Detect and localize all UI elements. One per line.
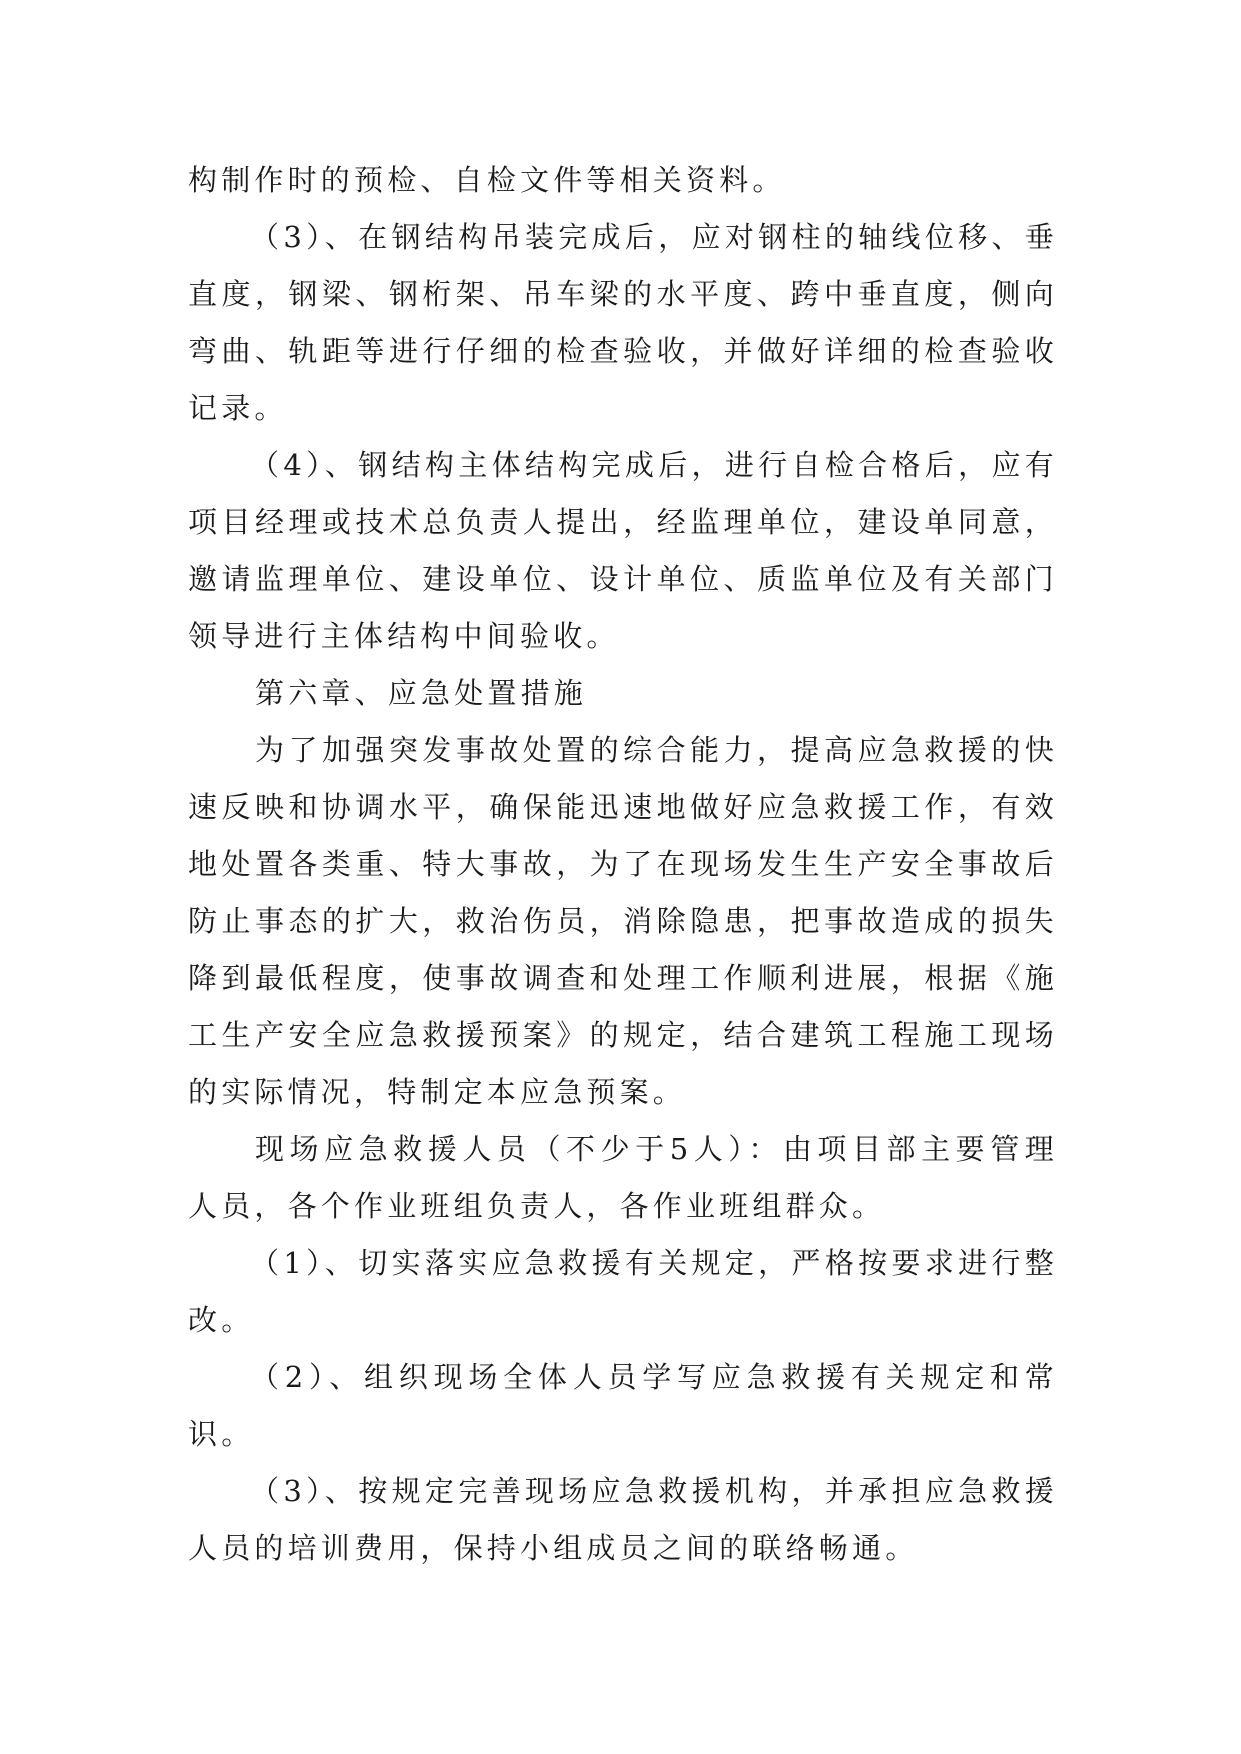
paragraph-emergency-purpose: 为了加强突发事故处置的综合能力，提高应急救援的快速反映和协调水平，确保能迅速地做好应急救援工作，有效地处置各类重、特大事故，为了在现场发生生产安全事故后防止事态的扩大，救治伤员，消除隐患，把事故造成的损失降到最低程度，使事故调查和处理工作顺利进展，根据《施工生产安全应急救援预案》的规定，结合建筑工程施工现场的实际情况，特制定本应急预案。 [188,733,1058,1109]
paragraph-item-3-rescue-organization: （3）、按规定完善现场应急救援机构，并承担应急救援人员的培训费用，保持小组成员之间的联络畅通。 [188,1474,1058,1565]
chapter-heading: 第六章、应急处置措施 [255,676,588,710]
paragraph-item-2-organize-training: （2）、组织现场全体人员学写应急救援有关规定和常识。 [188,1360,1058,1451]
paragraph-item-4-main-structure-acceptance: （4）、钢结构主体结构完成后，进行自检合格后，应有项目经理或技术总负责人提出，经监理单位，建设单同意，邀请监理单位、建设单位、设计单位、质监单位及有关部门领导进行主体结构中间验收。 [188,448,1058,653]
paragraph-continuation: 构制作时的预检、自检文件等相关资料。 [188,163,786,197]
paragraph-item-3-steel-inspection: （3）、在钢结构吊装完成后，应对钢柱的轴线位移、垂直度，钢梁、钢桁架、吊车梁的水平度、跨中垂直度，侧向弯曲、轨距等进行仔细的检查验收，并做好详细的检查验收记录。 [188,220,1058,425]
document-body [188,152,1058,1577]
paragraph-rescue-personnel: 现场应急救援人员（不少于5人）：由项目部主要管理人员，各个作业班组负责人，各作业班组群众。 [188,1132,1058,1223]
paragraph-item-1-implement-rules: （1）、切实落实应急救援有关规定，严格按要求进行整改。 [188,1246,1058,1337]
